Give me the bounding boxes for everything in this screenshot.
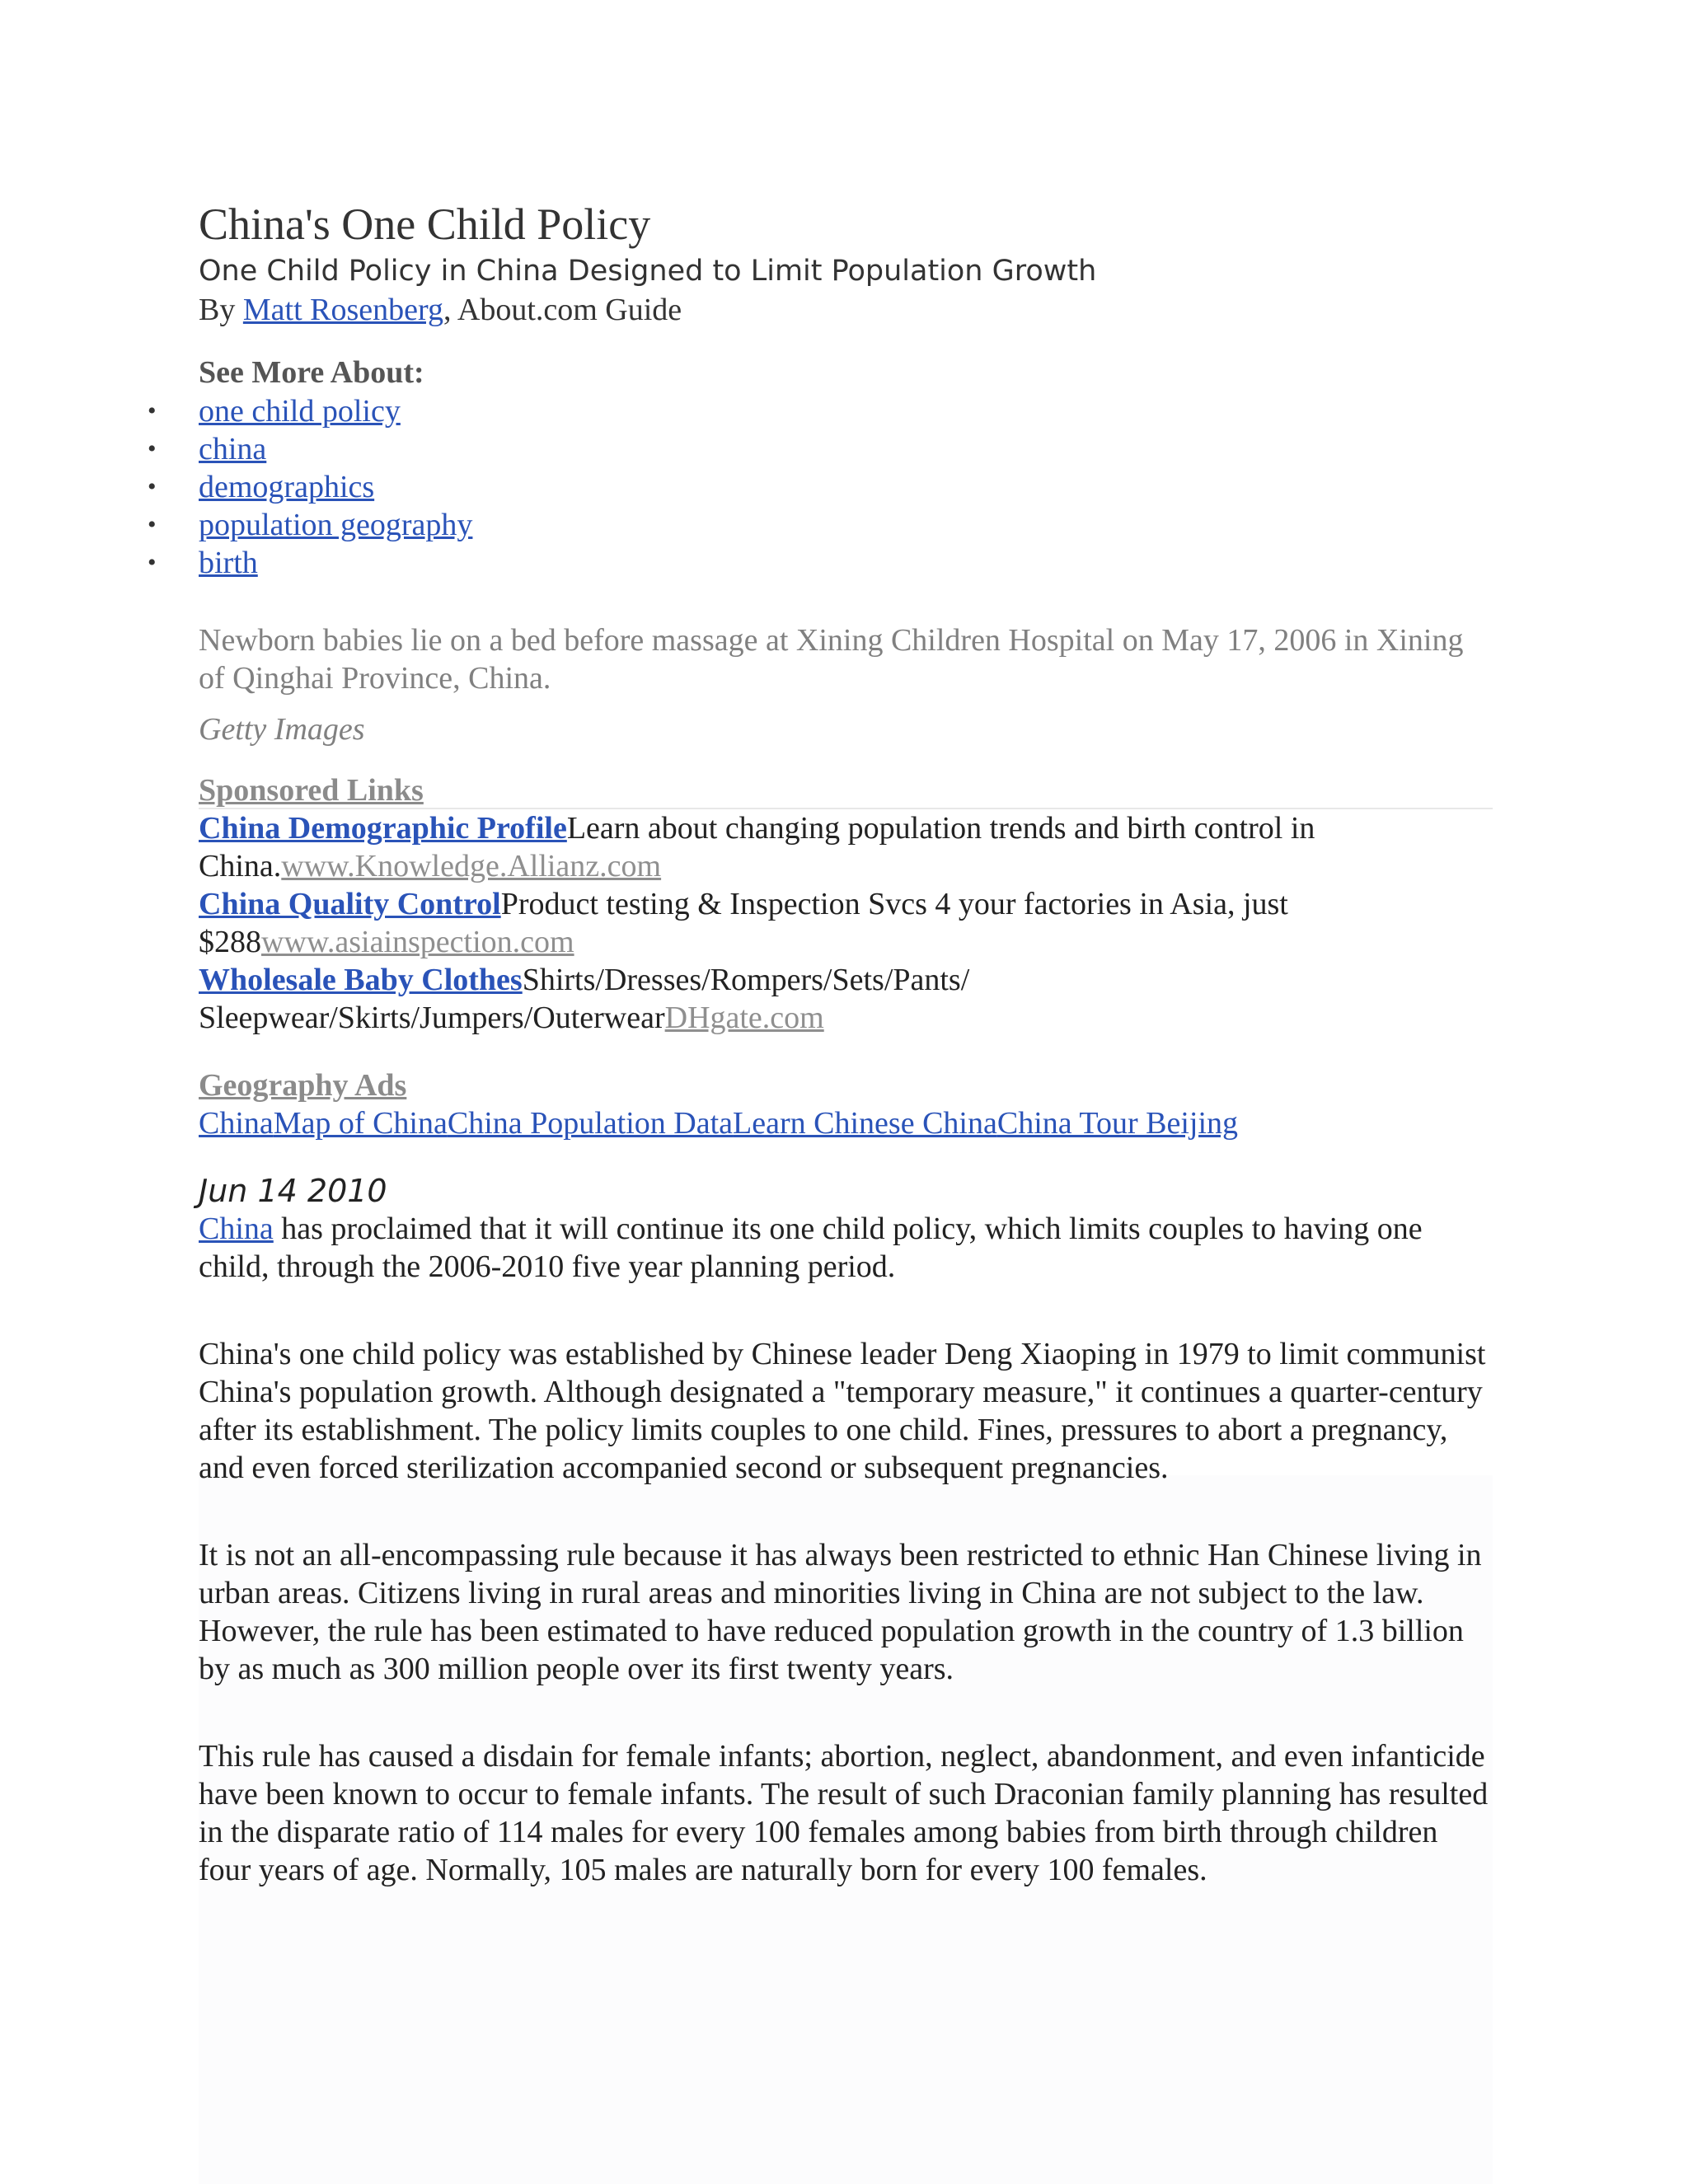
- geo-link-tour-beijing[interactable]: China Tour Beijing: [996, 1106, 1239, 1141]
- ad-description: Learn about changing population trends and birth control in China.: [199, 811, 1315, 883]
- geo-link-map-of-china[interactable]: Map of China: [273, 1106, 448, 1141]
- ad-item: [199, 809, 1493, 885]
- byline-suffix: , About.com Guide: [443, 293, 682, 327]
- image-caption: Newborn babies lie on a bed before massage at Xining Children Hospital on May 17, 2006 in Xining of Qinghai Province, China.: [199, 623, 1464, 696]
- bullet-icon: •: [148, 473, 157, 500]
- topic-item: [148, 468, 1493, 506]
- ad-item: [199, 885, 1493, 961]
- geography-ads-section: [199, 1066, 1493, 1142]
- topic-item: [148, 506, 1493, 544]
- geography-ads-heading[interactable]: Geography Ads: [199, 1068, 407, 1103]
- author-link[interactable]: Matt Rosenberg: [242, 293, 443, 327]
- geography-ad-links: [199, 1104, 1493, 1142]
- sponsored-links-heading[interactable]: Sponsored Links: [199, 773, 424, 808]
- topic-link-population-geography[interactable]: population geography: [199, 508, 473, 542]
- body-paragraph: This rule has caused a disdain for female infants; abortion, neglect, abandonment, and even infanticide have been known to occur to female infants. The result of such Draconian family planning has resulted in the disparate ratio of 114 males for every 100 females among babies from birth through children four years of age. Normally, 105 males are naturally born for every 100 females.: [199, 1739, 1489, 1887]
- byline: [199, 290, 1493, 330]
- article-content: [148, 196, 1493, 1889]
- bullet-icon: •: [148, 435, 157, 462]
- topic-item: [148, 392, 1493, 430]
- ad-description: Product testing & Inspection Svcs 4 your factories in Asia, just $288: [199, 887, 1288, 959]
- topic-item: [148, 544, 1493, 582]
- byline-prefix: By: [199, 293, 243, 327]
- ad-item: [199, 961, 1493, 1037]
- article-subtitle: One Child Policy in China Designed to Limit Population Growth: [199, 255, 1097, 288]
- see-more-heading: See More About:: [199, 355, 424, 390]
- ad-url-link[interactable]: www.Knowledge.Allianz.com: [281, 849, 662, 883]
- topic-link-china[interactable]: china: [199, 432, 267, 466]
- intro-china-link[interactable]: China: [199, 1212, 274, 1246]
- geo-link-learn-chinese[interactable]: Learn Chinese China: [733, 1106, 997, 1141]
- sponsored-links-section: [199, 771, 1493, 1037]
- topic-item: [148, 430, 1493, 468]
- ad-url-link[interactable]: www.asiainspection.com: [261, 925, 574, 959]
- bullet-icon: •: [148, 511, 157, 538]
- body-paragraph: China's one child policy was established by Chinese leader Deng Xiaoping in 1979 to limit communist China's population growth. Although designated a "temporary measure," it continues a quarter-century after its establishment. The policy limits couples to one child. Fines, pressures to abort a pregnancy, and even forced sterilization accompanied second or subsequent pregnancies.: [199, 1337, 1486, 1485]
- ad-title-link[interactable]: Wholesale Baby Clothes: [199, 963, 523, 997]
- article-date: Jun 14 2010: [199, 1173, 387, 1209]
- topic-link-demographics[interactable]: demographics: [199, 470, 375, 504]
- topic-link-one-child-policy[interactable]: one child policy: [199, 394, 401, 429]
- intro-text: has proclaimed that it will continue its one child policy, which limits couples to having one child, through the 2006-2010 five year planning period.: [199, 1212, 1423, 1284]
- body-paragraph: It is not an all-encompassing rule because it has always been restricted to ethnic Han Chinese living in urban areas. Citizens living in rural areas and minorities living in China are not subject to the law. However, the rule has been estimated to have reduced population growth in the country of 1.3 billion by as much as 300 million people over its first twenty years.: [199, 1538, 1482, 1686]
- ad-description: Shirts/Dresses/Rompers/Sets/Pants/ Sleepwear/Skirts/Jumpers/Outerwear: [199, 963, 970, 1035]
- ad-title-link[interactable]: China Quality Control: [199, 887, 501, 921]
- intro-paragraph: [199, 1210, 1493, 1286]
- ad-url-link[interactable]: DHgate.com: [664, 1001, 824, 1035]
- geo-link-china[interactable]: China: [199, 1106, 274, 1141]
- image-credit: Getty Images: [199, 712, 365, 747]
- bullet-icon: •: [148, 549, 157, 576]
- bullet-icon: •: [148, 397, 157, 424]
- geo-link-population-data[interactable]: China Population Data: [447, 1106, 734, 1141]
- article-title: China's One Child Policy: [199, 199, 651, 249]
- topic-link-birth[interactable]: birth: [199, 546, 258, 580]
- topic-list: [148, 392, 1493, 582]
- ad-title-link[interactable]: China Demographic Profile: [199, 811, 567, 846]
